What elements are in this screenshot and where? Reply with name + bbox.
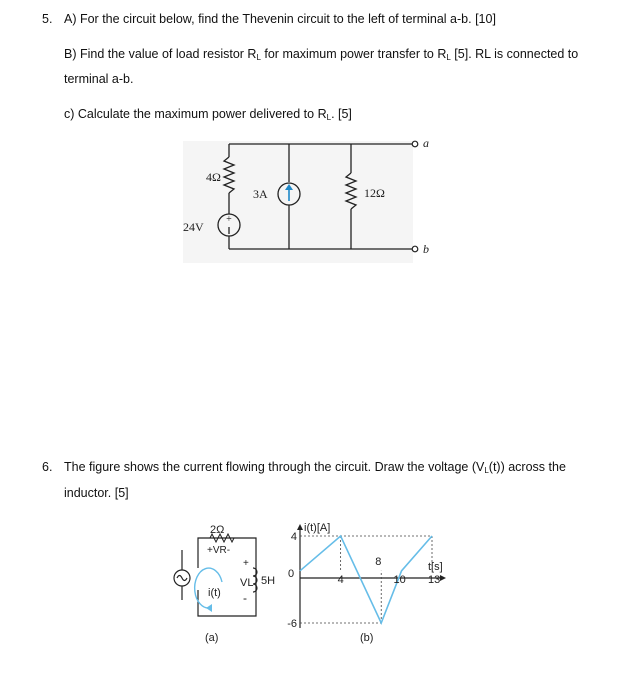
plus-sign: + bbox=[226, 214, 232, 225]
sine-icon bbox=[177, 576, 187, 581]
sub-l: L bbox=[484, 466, 489, 475]
current-waveform bbox=[300, 536, 432, 623]
y-axis-arrow bbox=[297, 524, 303, 530]
label-vl: VL bbox=[240, 577, 254, 589]
q5-part-b-text2: for maximum power transfer to R bbox=[260, 47, 447, 61]
x-tick-label: 4 bbox=[337, 573, 344, 586]
terminal-b-node bbox=[412, 246, 418, 252]
y-tick-label: 4 bbox=[290, 531, 297, 543]
inductor-5h-symbol bbox=[253, 568, 257, 592]
q5-part-a: A) For the circuit below, find the Thevenin circuit to the left of terminal a-b. [10] bbox=[64, 12, 496, 26]
label-4ohm: 4Ω bbox=[206, 170, 221, 184]
caption-b: (b) bbox=[360, 632, 374, 644]
x-tick-label: 0 bbox=[288, 567, 295, 580]
q6-current-graph bbox=[280, 520, 460, 650]
q6-number: 6. bbox=[42, 460, 53, 474]
label-12ohm: 12Ω bbox=[364, 186, 385, 200]
q5-part-b-text1: B) Find the value of load resistor R bbox=[64, 47, 257, 61]
sub-l: L bbox=[326, 113, 332, 122]
sub-l: L bbox=[256, 53, 261, 62]
q6-line1 bbox=[64, 459, 566, 479]
arrow-left-icon bbox=[206, 604, 212, 612]
q6-circuit-diagram bbox=[160, 520, 300, 650]
label-vr: +VR- bbox=[207, 545, 231, 556]
label-24v: 24V bbox=[183, 220, 204, 234]
q6-line2: inductor. [5] bbox=[64, 486, 129, 500]
label-terminal-b: b bbox=[423, 242, 429, 256]
y-tick-label: -6 bbox=[287, 618, 297, 630]
sub-l: L bbox=[446, 53, 451, 62]
terminal-a-node bbox=[412, 141, 418, 147]
label-3a: 3A bbox=[253, 187, 268, 201]
x-tick-label: 8 bbox=[375, 555, 382, 568]
q5-part-c-text1: c) Calculate the maximum power delivered to R bbox=[64, 107, 327, 121]
figure-background bbox=[183, 141, 413, 263]
q5-part-b-line2: terminal a-b. bbox=[64, 72, 134, 86]
q6-text1: The figure shows the current flowing through the circuit. Draw the voltage (V bbox=[64, 460, 485, 474]
q5-circuit-diagram bbox=[180, 137, 440, 267]
x-tick-label: 13 bbox=[428, 573, 441, 586]
label-terminal-a: a bbox=[423, 137, 429, 150]
y-axis-label: i(t)[A] bbox=[304, 522, 331, 534]
q6-text2: (t)) across the bbox=[488, 460, 566, 474]
q5-part-c-text2: . [5] bbox=[331, 107, 352, 121]
label-5h: 5H bbox=[261, 575, 276, 587]
caption-a: (a) bbox=[205, 632, 219, 644]
x-tick-label: 10 bbox=[393, 573, 406, 586]
q5-part-c bbox=[64, 106, 352, 126]
label-minus: - bbox=[243, 591, 247, 605]
label-plus: + bbox=[243, 558, 249, 569]
label-current: i(t) bbox=[208, 587, 221, 599]
label-2ohm: 2Ω bbox=[210, 524, 225, 536]
x-axis-arrow bbox=[440, 575, 446, 581]
x-axis-label: t[s] bbox=[428, 561, 443, 573]
q5-number: 5. bbox=[42, 12, 53, 26]
q5-part-b-text3: [5]. RL is connected to bbox=[450, 47, 579, 61]
q5-part-b-line1 bbox=[64, 46, 578, 66]
